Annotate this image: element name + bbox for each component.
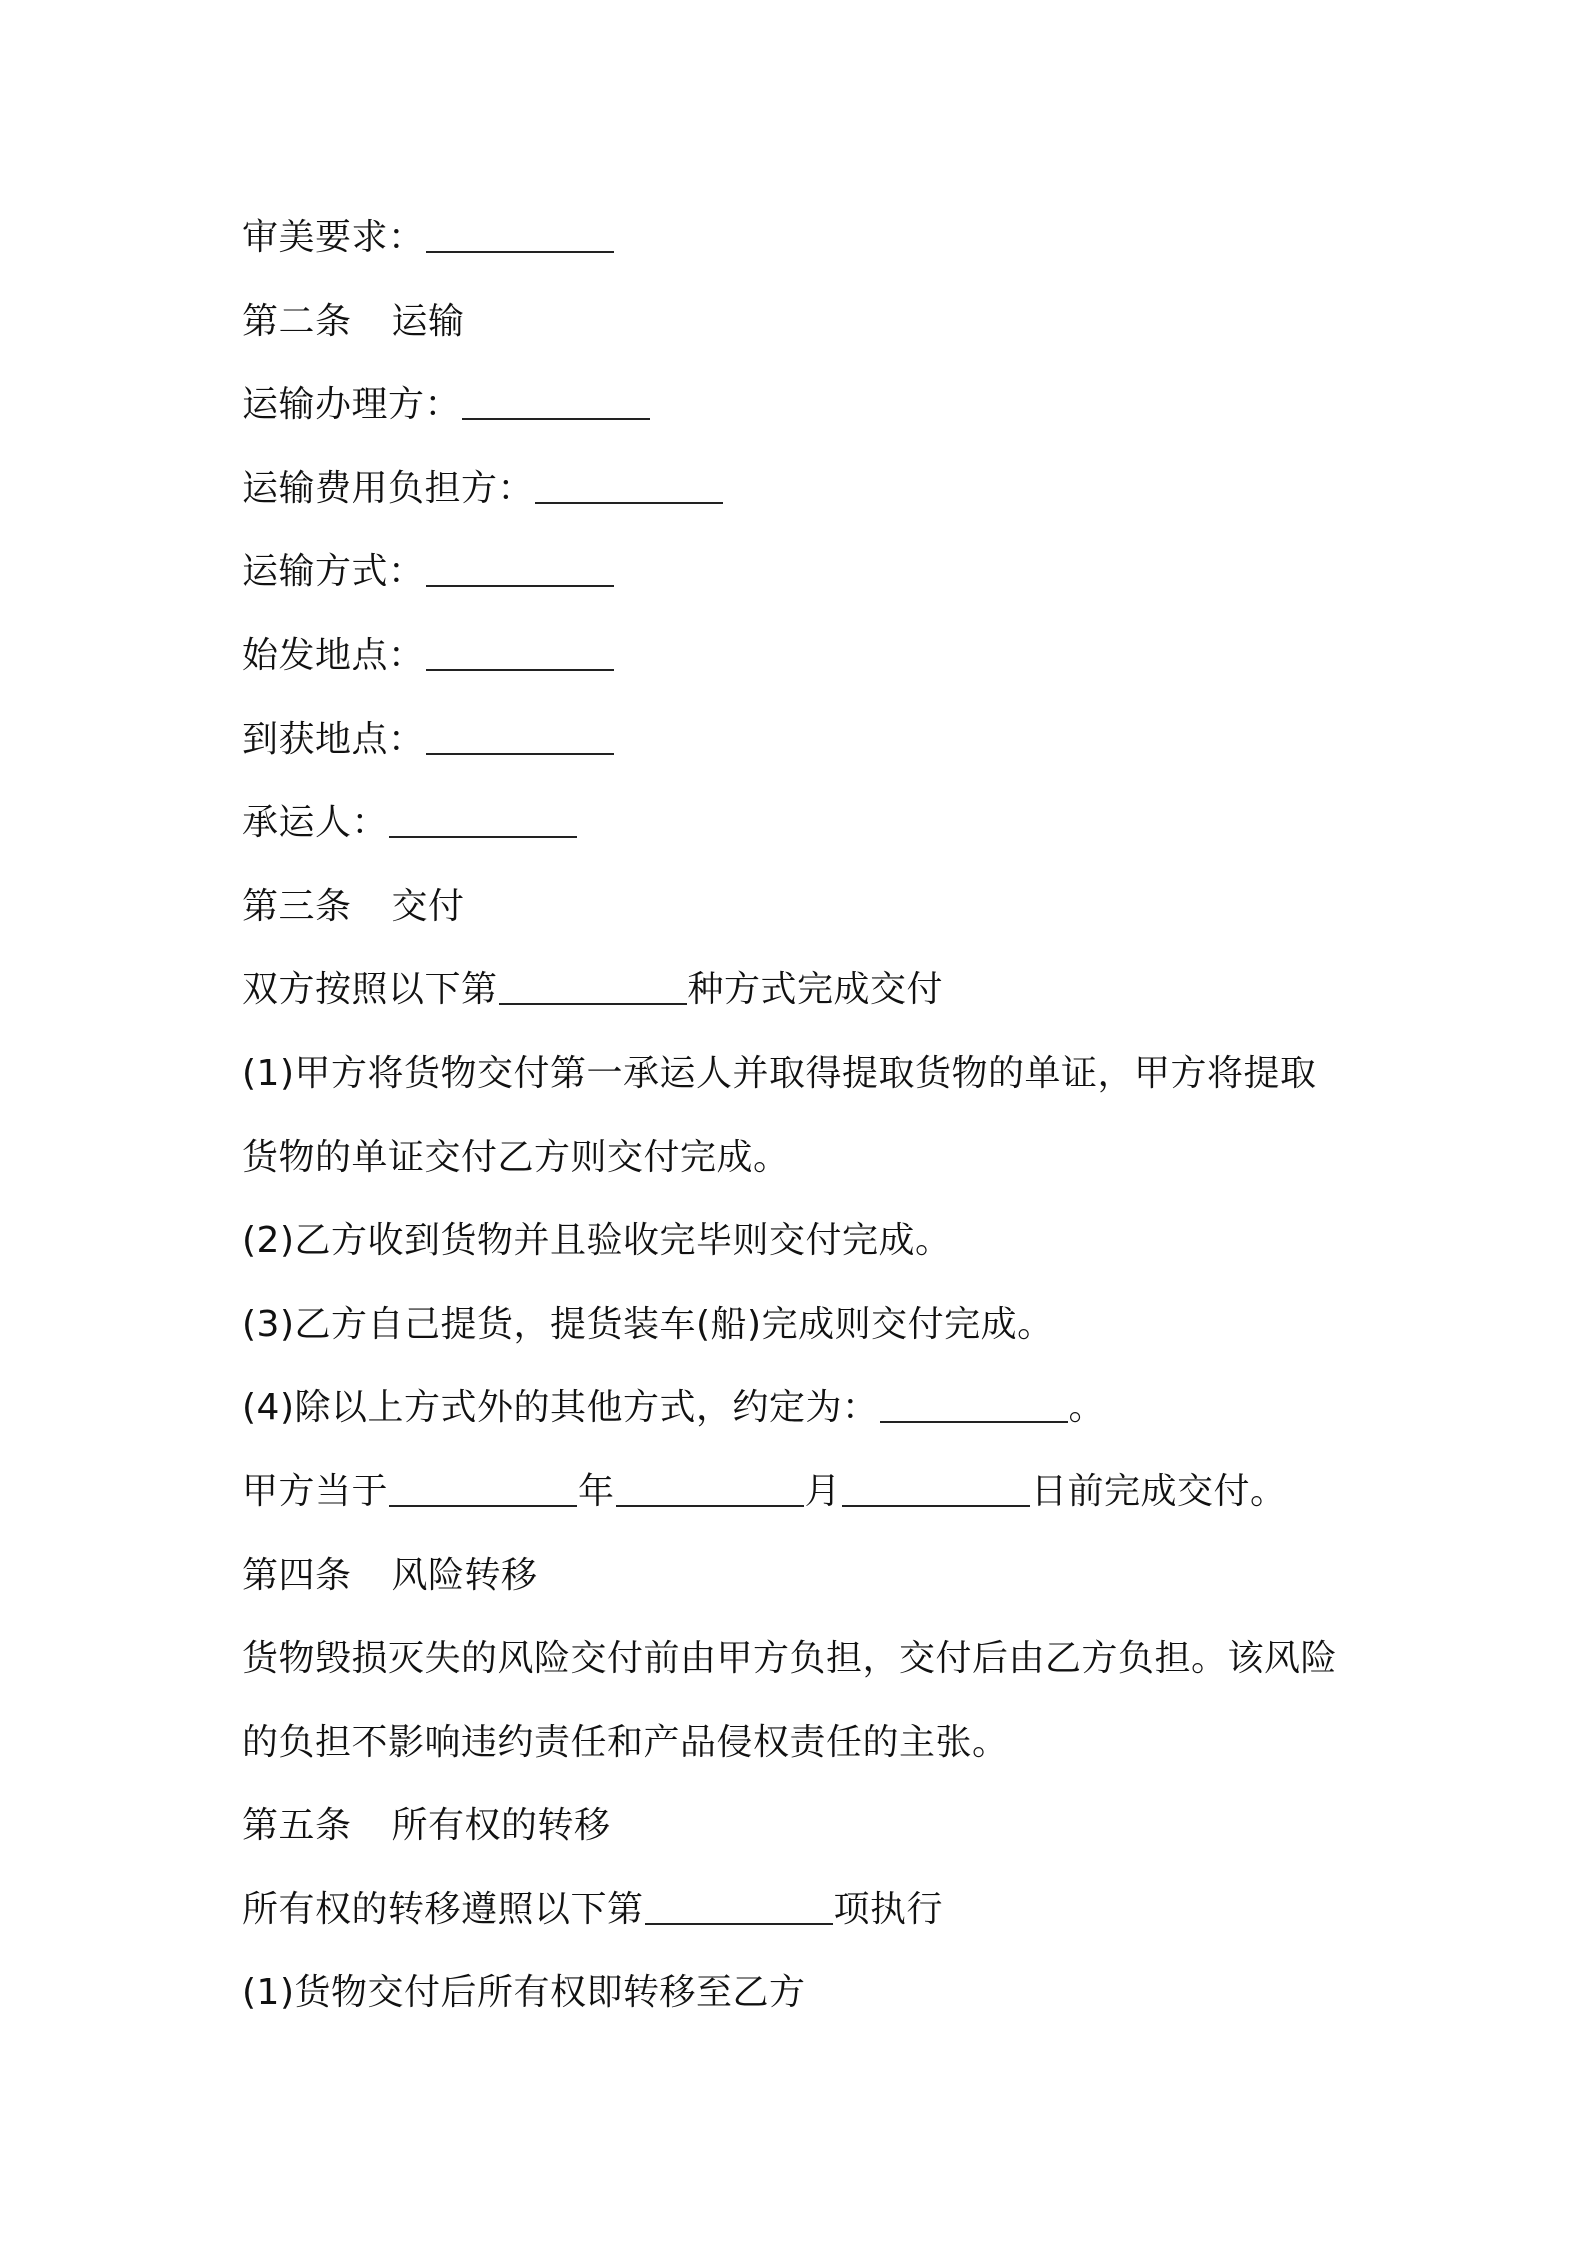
paragraph-line: 货物毁损灭失的风险交付前由甲方负担，交付后由乙方负担。该风险 bbox=[242, 1638, 1338, 1680]
article-title: 风险转移 bbox=[391, 1554, 538, 1596]
article-title: 交付 bbox=[391, 885, 465, 927]
field-label: 审美要求： bbox=[242, 217, 425, 258]
year-label: 年 bbox=[578, 1470, 615, 1512]
blank-line[interactable] bbox=[426, 717, 614, 755]
field-other-delivery-method bbox=[242, 1366, 1362, 1450]
field-destination bbox=[242, 698, 1362, 782]
article-number: 第四条 bbox=[242, 1554, 352, 1596]
article-2-heading bbox=[242, 280, 1362, 364]
article-number: 第五条 bbox=[242, 1805, 352, 1847]
blank-line[interactable] bbox=[462, 382, 650, 420]
contract-body bbox=[242, 196, 1362, 2035]
field-origin bbox=[242, 614, 1362, 698]
paragraph-line: (1)货物交付后所有权即转移至乙方 bbox=[242, 1972, 806, 2014]
article-3-heading bbox=[242, 865, 1362, 949]
field-label: 运输方式： bbox=[242, 551, 425, 593]
field-transport-cost-bearer bbox=[242, 447, 1362, 531]
paragraph-line: 的负担不影响违约责任和产品侵权责任的主张。 bbox=[242, 1721, 1009, 1763]
field-delivery-date bbox=[242, 1450, 1362, 1534]
field-label: 到获地点： bbox=[242, 718, 425, 760]
article-number: 第二条 bbox=[242, 300, 352, 342]
date-prefix: 甲方当于 bbox=[242, 1470, 389, 1512]
field-transport-method bbox=[242, 530, 1362, 614]
field-suffix: 。 bbox=[1068, 1387, 1106, 1429]
field-label: 始发地点： bbox=[242, 634, 425, 676]
field-carrier bbox=[242, 781, 1362, 865]
day-blank[interactable] bbox=[842, 1469, 1030, 1507]
field-label: 运输办理方： bbox=[242, 384, 462, 426]
blank-line[interactable] bbox=[645, 1887, 833, 1925]
field-suffix: 种方式完成交付 bbox=[687, 969, 944, 1011]
field-label: 双方按照以下第 bbox=[242, 969, 498, 1011]
article-number: 第三条 bbox=[242, 885, 352, 927]
field-aesthetic-requirements bbox=[242, 196, 1362, 280]
field-label: 运输费用负担方： bbox=[242, 467, 535, 509]
blank-line[interactable] bbox=[426, 215, 614, 253]
blank-line[interactable] bbox=[499, 967, 687, 1005]
blank-line[interactable] bbox=[389, 800, 577, 838]
field-label: 所有权的转移遵照以下第 bbox=[242, 1888, 644, 1930]
article-title: 运输 bbox=[391, 300, 465, 342]
paragraph-line: (3)乙方自己提货，提货装车(船)完成则交付完成。 bbox=[242, 1303, 1054, 1345]
field-ownership-transfer-choice bbox=[242, 1868, 1362, 1952]
paragraph-line: 货物的单证交付乙方则交付完成。 bbox=[242, 1136, 790, 1178]
month-blank[interactable] bbox=[616, 1469, 804, 1507]
blank-line[interactable] bbox=[535, 466, 723, 504]
field-delivery-method-choice bbox=[242, 948, 1362, 1032]
date-suffix: 日前完成交付。 bbox=[1031, 1470, 1287, 1512]
blank-line[interactable] bbox=[880, 1385, 1068, 1423]
paragraph-line: (1)甲方将货物交付第一承运人并取得提取货物的单证，甲方将提取 bbox=[242, 1052, 1317, 1094]
field-label: (4)除以上方式外的其他方式，约定为： bbox=[242, 1387, 879, 1429]
field-label: 承运人： bbox=[242, 802, 389, 844]
article-4-heading bbox=[242, 1534, 1362, 1618]
field-suffix: 项执行 bbox=[833, 1888, 944, 1930]
blank-line[interactable] bbox=[426, 633, 614, 671]
year-blank[interactable] bbox=[389, 1469, 577, 1507]
blank-line[interactable] bbox=[426, 549, 614, 587]
article-5-heading bbox=[242, 1784, 1362, 1868]
paragraph-line: (2)乙方收到货物并且验收完毕则交付完成。 bbox=[242, 1220, 952, 1262]
field-transport-handler bbox=[242, 363, 1362, 447]
article-title: 所有权的转移 bbox=[391, 1805, 611, 1847]
month-label: 月 bbox=[804, 1470, 842, 1512]
